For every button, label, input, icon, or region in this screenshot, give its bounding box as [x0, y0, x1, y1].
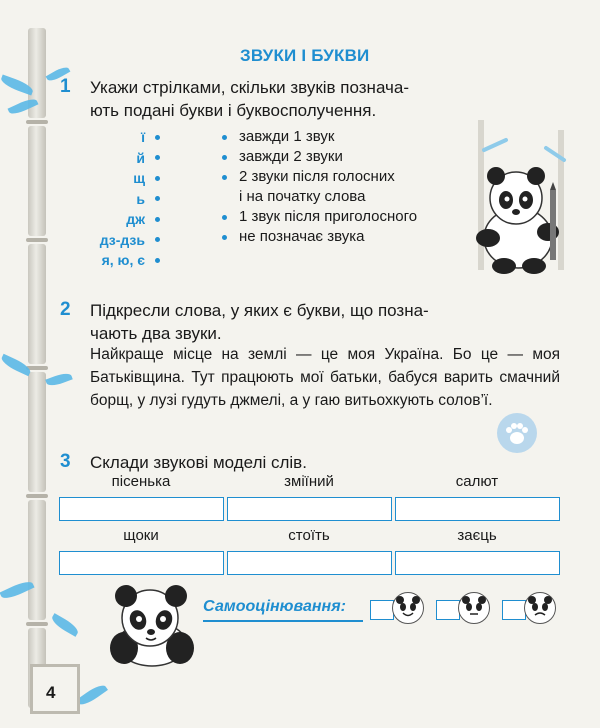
panda-illustration-icon [468, 120, 580, 280]
letters-column [60, 127, 160, 271]
word-label: стоїть [288, 527, 330, 544]
dot-icon [155, 217, 160, 222]
letter-row[interactable] [60, 230, 160, 251]
dot-icon [155, 135, 160, 140]
word-label: салют [455, 473, 499, 490]
dot-icon [155, 155, 160, 160]
option-row[interactable] [222, 207, 482, 227]
task-2-line-1: Підкресли слова, у яких є букви, що позна- [90, 301, 429, 320]
panda-face-neutral-icon [458, 592, 490, 624]
dot-icon [222, 175, 227, 180]
letter: щ [133, 170, 145, 187]
self-eval-checkbox[interactable] [502, 600, 526, 620]
option-label-line: 2 звуки після голосних [239, 168, 395, 185]
word-row-2 [57, 527, 561, 575]
task-2-number: 2 [60, 299, 71, 320]
panda-face-svg [393, 593, 423, 623]
paw-badge [497, 413, 537, 453]
panda-mascot-icon [104, 582, 198, 668]
bamboo-leaf-icon [76, 682, 108, 709]
panda-face-happy-icon [392, 592, 424, 624]
sound-model-box[interactable] [59, 551, 224, 575]
word-item [393, 473, 561, 521]
bamboo-leaf-icon [45, 371, 73, 388]
dot-icon [155, 196, 160, 201]
letter-row[interactable] [60, 189, 160, 210]
self-evaluation-underline [203, 620, 363, 622]
paw-icon [497, 413, 537, 453]
panda-face-svg [525, 593, 555, 623]
word-item [57, 527, 225, 575]
panda-face-thinking-icon [524, 592, 556, 624]
task-2-text [90, 299, 560, 345]
word-item [57, 473, 225, 521]
dot-icon [155, 237, 160, 242]
task-3-number: 3 [60, 451, 71, 472]
letter-row[interactable] [60, 127, 160, 148]
option-label: завжди 2 звуки [239, 148, 343, 165]
dot-icon [222, 155, 227, 160]
letter: я, ю, є [101, 252, 145, 269]
task-1-line-2: ють подані букви і буквосполучення. [90, 101, 377, 120]
word-label: зміїний [284, 473, 334, 490]
task-1-number: 1 [60, 76, 71, 97]
panda-face-svg [459, 593, 489, 623]
self-eval-checkbox[interactable] [436, 600, 460, 620]
option-row[interactable] [222, 127, 482, 147]
task-2-line-2: чають два звуки. [90, 324, 222, 343]
option-label: завжди 1 звук [239, 128, 335, 145]
option-label: не позначає звука [239, 228, 365, 245]
letter: дз-дзь [99, 231, 145, 248]
option-label: 1 звук після приголосного [239, 208, 418, 225]
sound-model-box[interactable] [395, 551, 560, 575]
sound-model-box[interactable] [227, 497, 392, 521]
letter: ь [136, 190, 145, 207]
letter: й [136, 149, 145, 166]
sound-model-box[interactable] [59, 497, 224, 521]
word-item [393, 527, 561, 575]
dot-icon [155, 176, 160, 181]
task-3-text: Склади звукові моделі слів. [90, 453, 307, 472]
word-label: заєць [457, 527, 497, 544]
word-label: щоки [123, 527, 159, 544]
letter: дж [126, 211, 145, 228]
option-row[interactable] [222, 167, 482, 207]
page-number: 4 [46, 683, 56, 702]
sound-model-box[interactable] [227, 551, 392, 575]
task-2-paragraph[interactable]: Найкраще місце на землі — це моя Україна. Бо це — моя Батьківщина. Тут працюють мої батьки, бабуся варить смачний борщ, у лузі гудуть джмелі, а у гаю витьохкують солов’ї. [90, 346, 560, 409]
bamboo-leaf-icon [50, 613, 81, 637]
dot-icon [155, 258, 160, 263]
task-1-text [90, 76, 560, 122]
self-eval-checkbox[interactable] [370, 600, 394, 620]
option-row[interactable] [222, 227, 482, 247]
page-title: ЗВУКИ І БУКВИ [240, 46, 370, 65]
word-label: пісенька [111, 473, 171, 490]
dot-icon [222, 135, 227, 140]
word-row-1 [57, 473, 561, 521]
option-label [239, 167, 395, 207]
bamboo-decoration [28, 28, 48, 728]
dot-icon [222, 235, 227, 240]
task-1-line-1: Укажи стрілками, скільки звуків познача- [90, 78, 409, 97]
option-row[interactable] [222, 147, 482, 167]
letter: ї [141, 129, 145, 146]
letter-row[interactable] [60, 148, 160, 169]
option-label-line: і на початку слова [239, 188, 366, 205]
word-item [225, 527, 393, 575]
sound-model-box[interactable] [395, 497, 560, 521]
dot-icon [222, 215, 227, 220]
letter-row[interactable] [60, 168, 160, 189]
word-item [225, 473, 393, 521]
letter-row[interactable] [60, 250, 160, 271]
options-column [222, 127, 482, 247]
self-evaluation-label: Самооцінювання: [203, 598, 346, 615]
letter-row[interactable] [60, 209, 160, 230]
